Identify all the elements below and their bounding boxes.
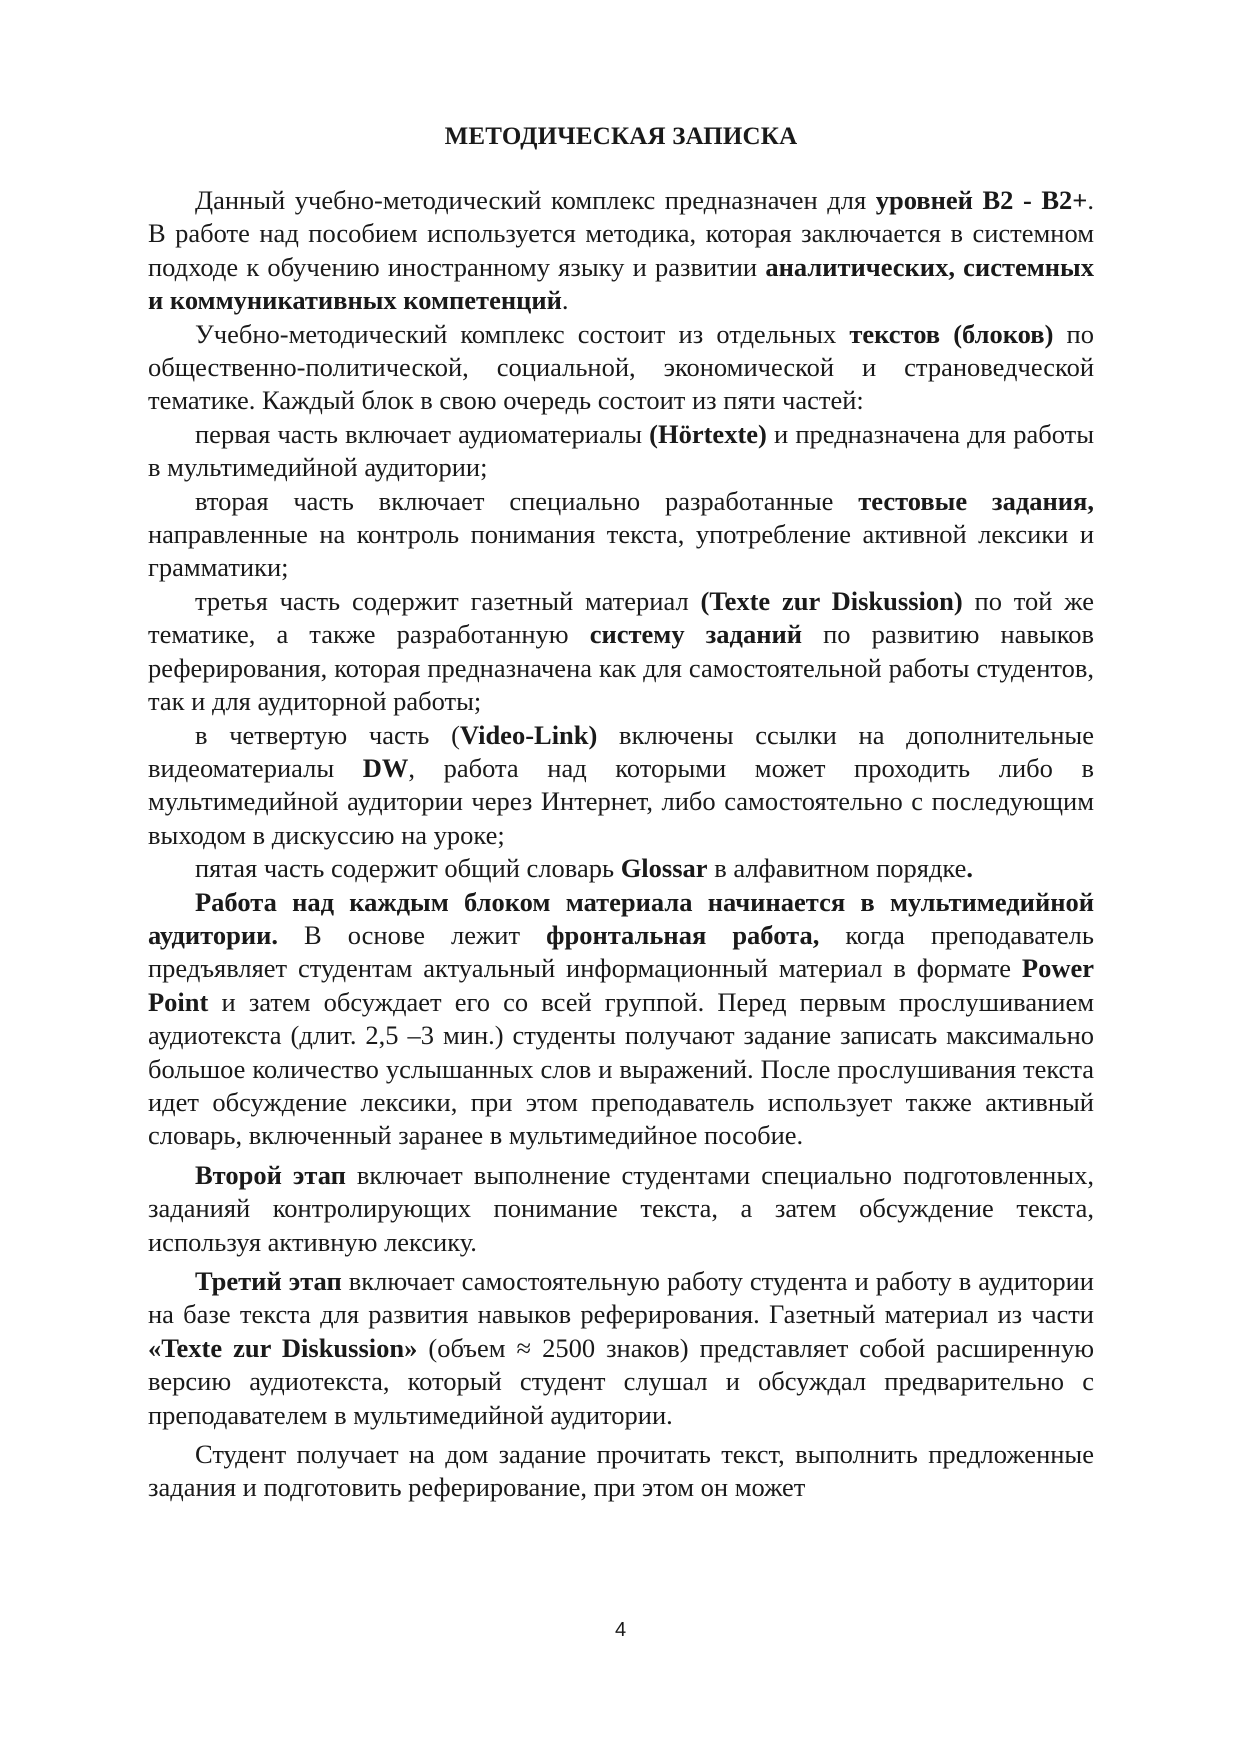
text-run: когда преподаватель предъявляет студентам актуальный информационный материал в формате	[148, 919, 1094, 984]
bold-text-run: .	[966, 853, 974, 884]
text-run: .	[561, 285, 569, 316]
text-run: в алфавитном порядке	[707, 853, 967, 884]
text-run: Учебно-методический комплекс состоит из отдельных	[195, 318, 850, 349]
text-run: и предназначена для работы в мультимедийной аудитории;	[148, 418, 1094, 483]
paragraph-part-one	[148, 418, 1094, 485]
paragraph-structure	[148, 318, 1094, 418]
bold-text-run: Power Point	[148, 953, 1094, 1017]
paragraph-part-four	[148, 719, 1094, 853]
text-run: включает самостоятельную работу студента и работу в аудитории на базе текста для развития навыков реферирования. Газетный материал из части	[148, 1266, 1094, 1330]
paragraph-intro	[148, 184, 1094, 318]
bold-text-run: систему заданий	[589, 619, 803, 650]
bold-text-run: тестовые задания,	[858, 485, 1094, 516]
bold-text-run: фронтальная работа,	[546, 919, 820, 950]
text-run: включены ссылки на дополнительные видеоматериалы	[148, 719, 1094, 783]
text-run: пятая часть содержит общий словарь	[195, 853, 621, 884]
text-run: направленные на контроль понимания текста, употребление активной лексики и грамматики;	[148, 519, 1094, 583]
text-run: в четвертую часть (	[195, 719, 460, 750]
paragraph-part-two	[148, 485, 1094, 585]
text-run: Студент получает на дом задание прочитать текст, выполнить предложенные задания и подготовить реферирование, при этом он может	[148, 1439, 1094, 1503]
bold-text-run: аналитических, системных и коммуникативных компетенций	[148, 251, 1095, 316]
paragraph-student-task	[148, 1438, 1094, 1505]
bold-text-run: «Texte zur Diskussion»	[148, 1332, 418, 1363]
paragraph-part-five	[148, 852, 1094, 885]
bold-text-run: текстов (блоков)	[849, 318, 1054, 349]
text-run: вторая часть включает специально разработанные	[195, 485, 859, 516]
bold-text-run: Video-Link)	[459, 719, 598, 750]
bold-text-run: Второй этап	[195, 1159, 346, 1190]
text-run: Данный учебно-методический комплекс предназначен для	[195, 185, 876, 215]
bold-text-run: Работа над каждым блоком материала начинается в мультимедийной аудитории.	[148, 886, 1094, 950]
bold-text-run: уровней B2 - B2+	[875, 185, 1088, 215]
paragraph-stage-two	[148, 1159, 1094, 1259]
paragraph-stage-one	[148, 886, 1094, 1153]
page-title: МЕТОДИЧЕСКАЯ ЗАПИСКА	[444, 123, 798, 150]
document-body	[148, 184, 1094, 1505]
paragraph-stage-three	[148, 1265, 1094, 1432]
text-run: В основе лежит	[277, 919, 547, 950]
text-run: третья часть содержит газетный материал	[195, 585, 701, 616]
text-run: и затем обсуждает его со всей группой. Перед первым прослушиванием аудиотекста (длит. 2,5 –3 мин.) студенты получают задание записать максимально большое количество услышанных слов и выражений. После прослушивания текста идет обсуждение лексики, при этом преподаватель использует также активный словарь, включенный заранее в мультимедийное пособие.	[148, 986, 1094, 1151]
text-run: по общественно-политической, социальной, экономической и страноведческой тематике. Каждый блок в свою очередь состоит из пяти частей:	[148, 318, 1094, 416]
bold-text-run: (Texte zur Diskussion)	[700, 585, 963, 616]
text-run: по той же тематике, а также разработанную	[148, 585, 1094, 650]
text-run: , работа над которыми может проходить либо в мультимедийной аудитории через Интернет, либо самостоятельно с последующим выходом в дискуссию на уроке;	[148, 752, 1094, 850]
bold-text-run: (Hörtexte)	[649, 418, 767, 449]
text-run: . В работе над пособием используется методика, которая заключается в системном подходе к обучению иностранному языку и развитии	[148, 185, 1094, 282]
text-run: по развитию навыков реферирования, которая предназначена как для самостоятельной работы студентов, так и для аудиторной работы;	[148, 619, 1095, 717]
bold-text-run: Третий этап	[195, 1266, 342, 1296]
text-run: включает выполнение студентами специально подготовленных, заданияй контролирующих понимание текста, а затем обсуждение текста, используя активную лексику.	[148, 1159, 1095, 1257]
bold-text-run: Glossar	[620, 853, 708, 884]
bold-text-run: DW	[362, 752, 409, 783]
paragraph-part-three	[148, 585, 1094, 719]
text-run: (объем ≈ 2500 знаков) представляет собой расширенную версию аудиотекста, который студент слушал и обсуждал предварительно с преподавателем в мультимедийной аудитории.	[148, 1332, 1095, 1430]
text-run: первая часть включает аудиоматериалы	[195, 418, 650, 449]
page-number: 4	[614, 1619, 627, 1641]
